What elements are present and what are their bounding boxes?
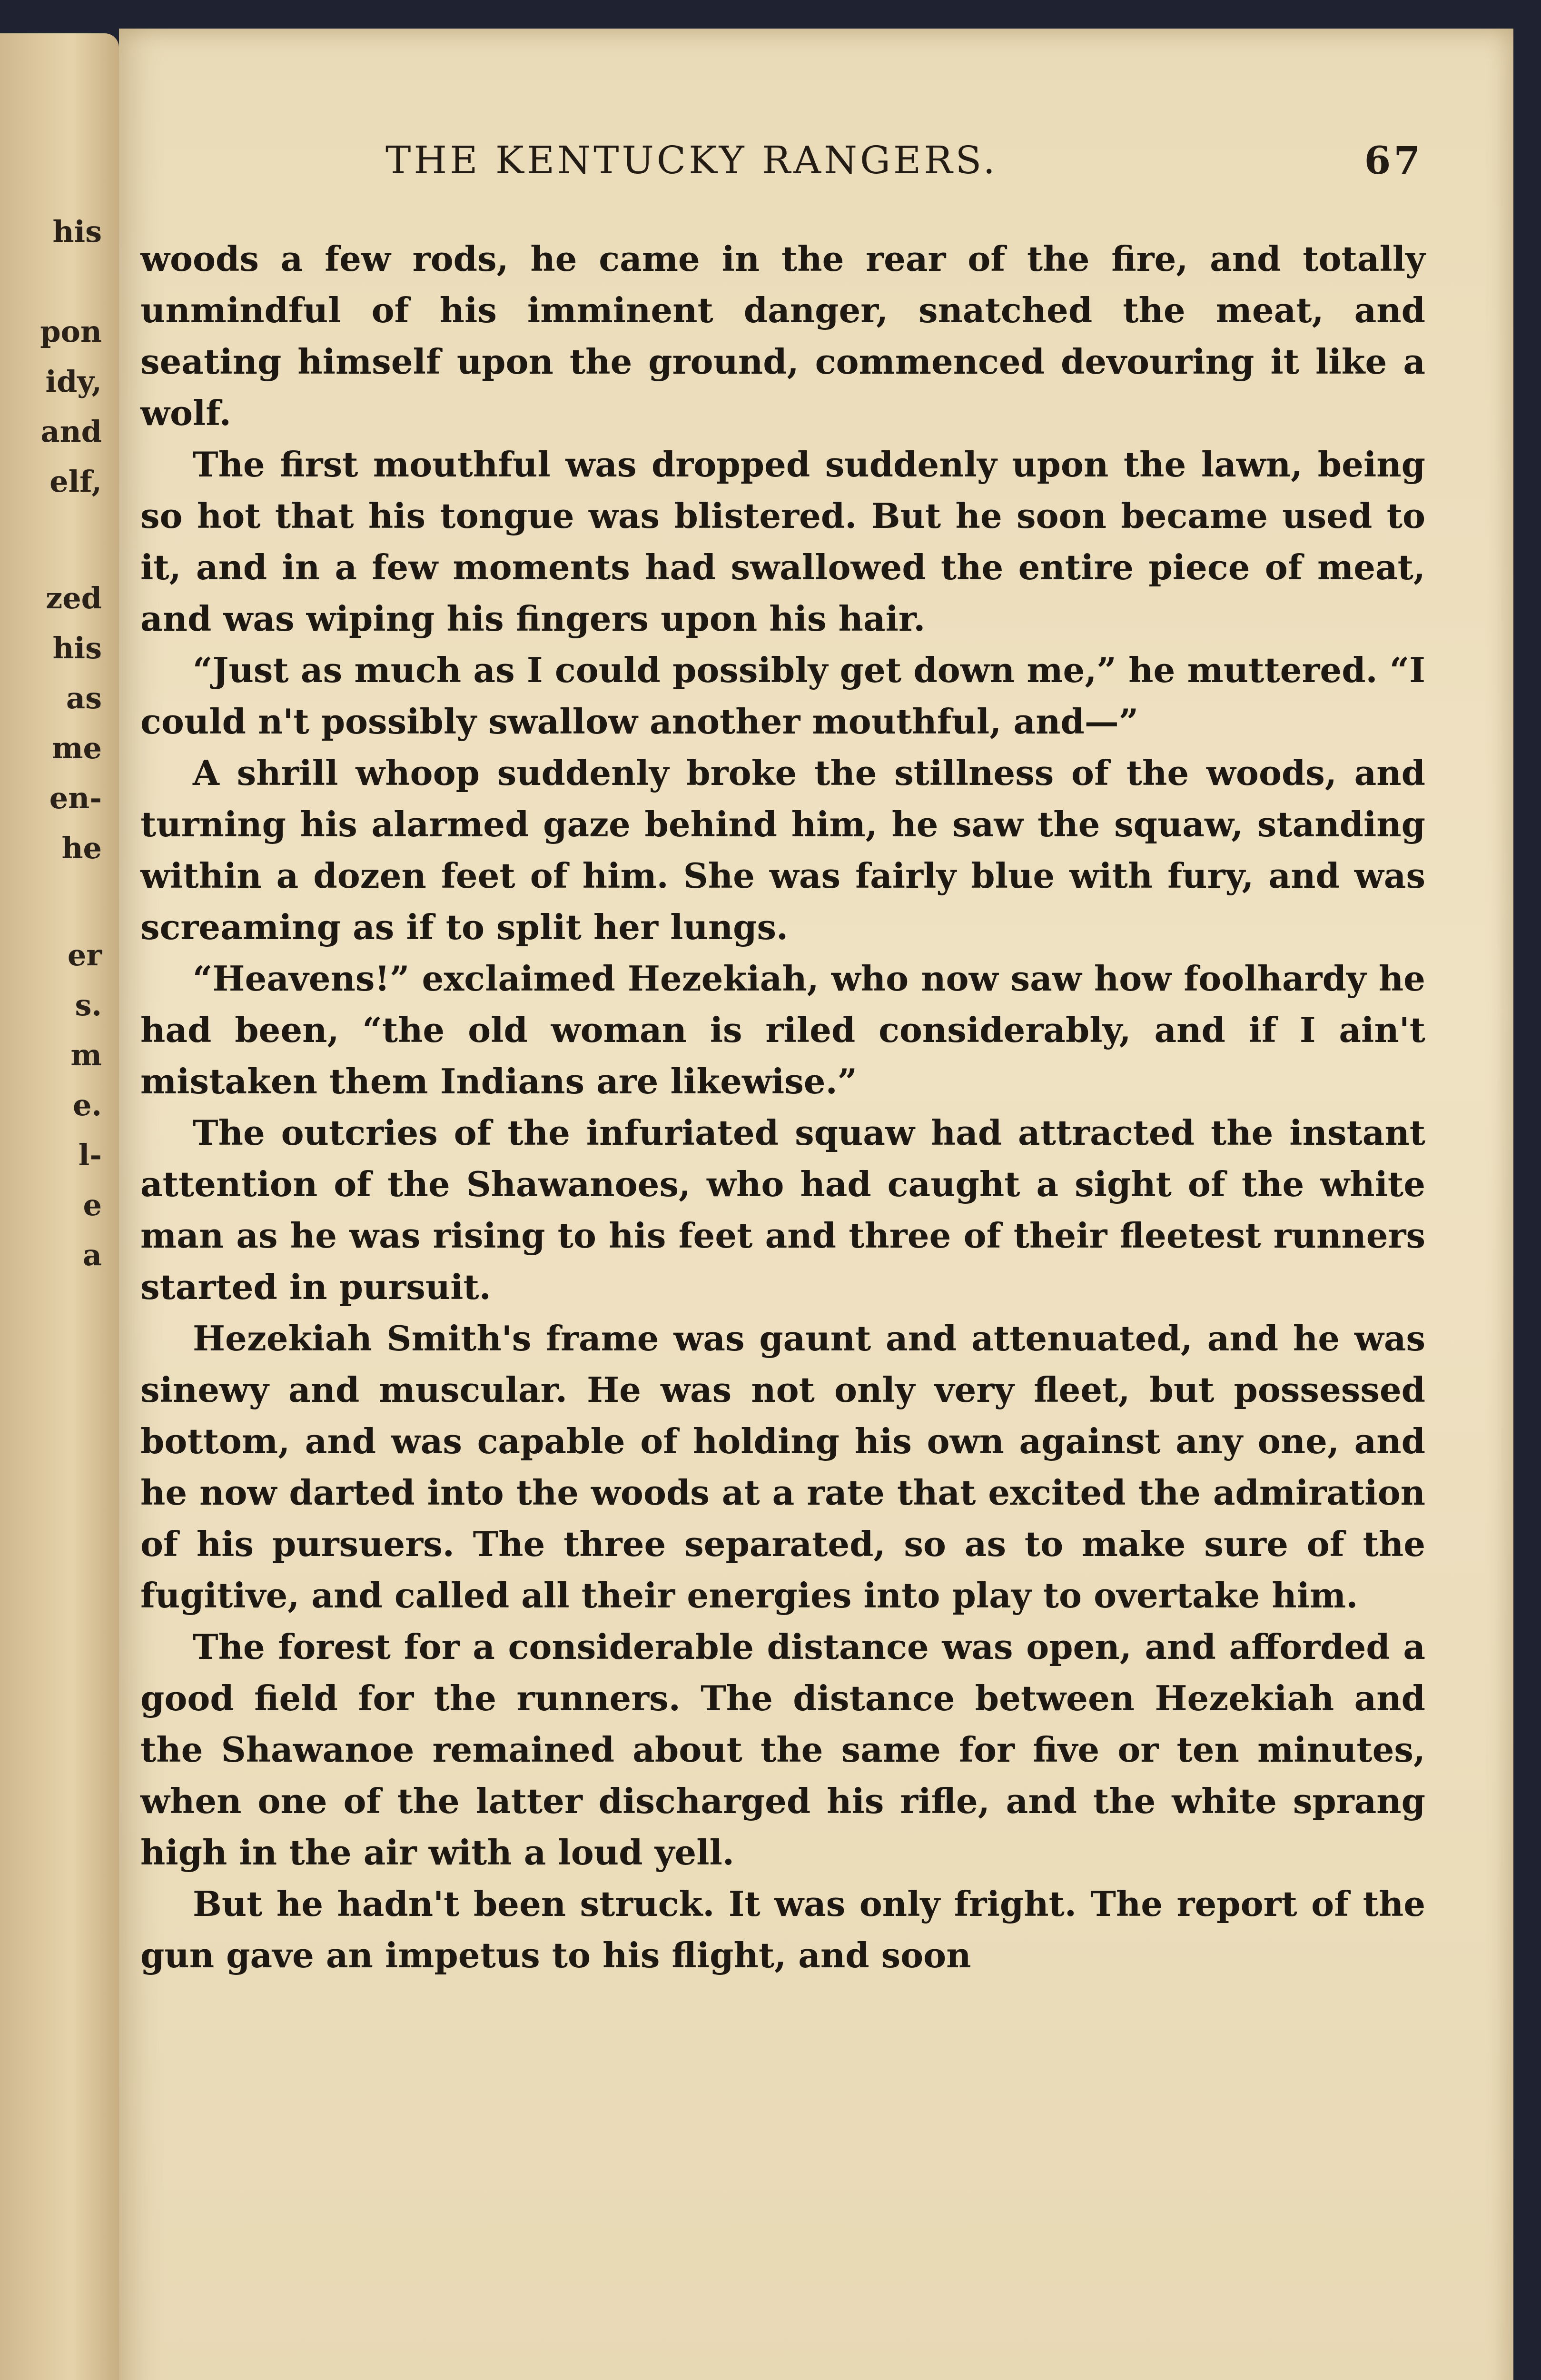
paragraph: A shrill whoop suddenly broke the stillness of the woods, and turning his alarmed gaze behind him, he saw the squaw, standing within a dozen feet of him. She was fairly blue with fury, and was screaming as if to split her lungs. xyxy=(140,753,1425,947)
left-fragment: l- xyxy=(78,1138,102,1172)
paragraph: The first mouthful was dropped suddenly upon the lawn, being so hot that his tongue was blistered. But he soon became used to it, and in a few moments had swallowed the entire piece of meat, and was wiping his fingers upon his hair. xyxy=(140,444,1425,639)
left-fragment: m xyxy=(70,1038,102,1072)
left-fragment: e. xyxy=(72,1088,102,1122)
paragraph: Hezekiah Smith's frame was gaunt and attenuated, and he was sinewy and muscular. He was not only very fleet, but possessed bottom, and was capable of holding his own against any one, and he now darted into the woods at a rate that excited the admiration of his pursuers. The three separated, so as to make sure of the fugitive, and called all their energies into play to overtake him. xyxy=(140,1318,1425,1616)
paragraph: “Just as much as I could possibly get down me,” he muttered. “I could n't possibly swallow another mouthful, and—” xyxy=(140,650,1425,742)
left-fragment: pon xyxy=(40,314,102,349)
running-title: THE KENTUCKY RANGERS. xyxy=(385,138,998,182)
paragraph: “Heavens!” exclaimed Hezekiah, who now saw how foolhardy he had been, “the old woman is riled considerably, and if I ain't mistaken them Indians are likewise.” xyxy=(140,958,1425,1101)
left-page-edge xyxy=(0,33,119,2380)
paragraph: woods a few rods, he came in the rear of the fire, and totally unmindful of his imminent danger, snatched the meat, and seating himself upon the ground, commenced devouring it like a wolf. xyxy=(140,238,1425,433)
left-fragment: and xyxy=(40,414,102,449)
paragraph: The outcries of the infuriated squaw had attracted the instant attention of the Shawanoes, who had caught a sight of the white man as he was rising to his feet and three of their fleetest runners started in pursuit. xyxy=(140,1112,1425,1307)
left-fragment: me xyxy=(51,731,102,765)
left-fragment: zed xyxy=(45,581,102,615)
left-fragment: elf, xyxy=(49,464,102,499)
left-fragment: en- xyxy=(49,781,102,815)
book-page xyxy=(119,29,1513,2380)
left-fragment: e xyxy=(83,1188,102,1222)
paragraph: But he hadn't been struck. It was only fright. The report of the gun gave an impetus to his flight, and soon xyxy=(140,1884,1425,1975)
left-fragment: s. xyxy=(75,988,102,1022)
left-fragment: a xyxy=(82,1238,102,1272)
left-fragment: er xyxy=(67,938,102,972)
left-fragment: as xyxy=(66,681,102,715)
left-fragment: his xyxy=(52,631,102,665)
left-fragment: his xyxy=(52,214,102,249)
paragraph: The forest for a considerable distance was open, and afforded a good field for the runners. The distance between Hezekiah and the Shawanoe remained about the same for five or ten minutes, when one of the latter discharged his rifle, and the white sprang high in the air with a loud yell. xyxy=(140,1626,1425,1873)
left-fragment: idy, xyxy=(45,364,102,399)
body-text xyxy=(140,233,1425,1981)
page-number: 67 xyxy=(1364,138,1423,183)
left-fragment: he xyxy=(61,831,102,865)
